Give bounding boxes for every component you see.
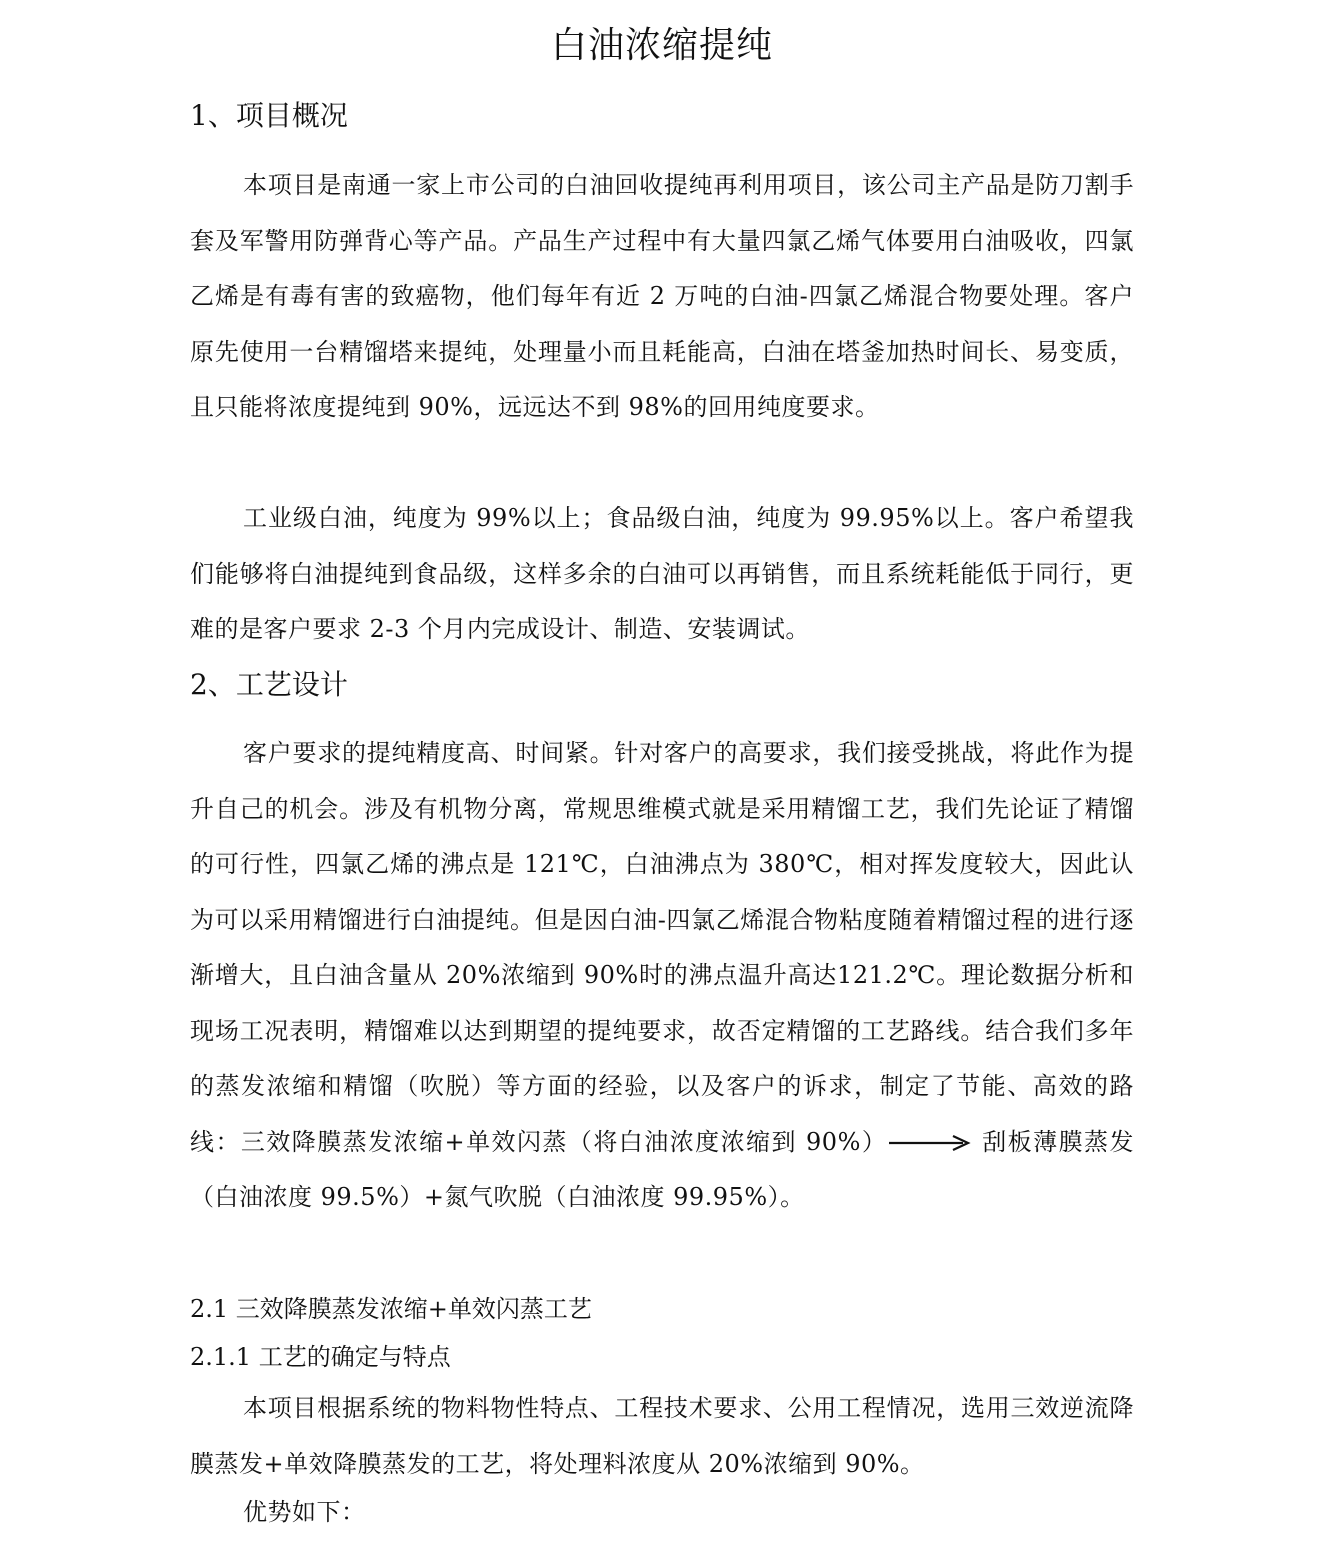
section-2-1-1-paragraph-1: 本项目根据系统的物料物性特点、工程技术要求、公用工程情况，选用三效逆流降膜蒸发+单效降膜蒸发的工艺，将处理料浓度从 20%浓缩到 90%。 <box>190 1394 1134 1478</box>
section-1-paragraph-1: 本项目是南通一家上市公司的白油回收提纯再利用项目，该公司主产品是防刀割手套及军警用防弹背心等产品。产品生产过程中有大量四氯乙烯气体要用白油吸收，四氯乙烯是有毒有害的致癌物，他们每年有近 2 万吨的白油-四氯乙烯混合物要处理。客户原先使用一台精馏塔来提纯，处理量小而且耗能高，白油在塔釜加热时间长、易变质，且只能将浓度提纯到 90%，远远达不到 98%的回用纯度要求。 <box>190 171 1134 421</box>
section-1-paragraph-2: 工业级白油，纯度为 99%以上；食品级白油，纯度为 99.95%以上。客户希望我们能够将白油提纯到食品级，这样多余的白油可以再销售，而且系统耗能低于同行，更难的是客户要求 2-3 个月内完成设计、制造、安装调试。 <box>190 504 1134 643</box>
section-2-1-heading: 2.1 三效降膜蒸发浓缩+单效闪蒸工艺 <box>190 1295 592 1323</box>
process-route-text: 客户要求的提纯精度高、时间紧。针对客户的高要求，我们接受挑战，将此作为提升自己的机会。涉及有机物分离，常规思维模式就是采用精馏工艺，我们先论证了精馏的可行性，四氯乙烯的沸点是 121℃，白油沸点为 380℃，相对挥发度较大，因此认为可以采用精馏进行白油提纯。但是因白油-四氯乙烯混合物粘度随着精馏过程的进行逐渐增大，且白油含量从 20%浓缩到 90%时的沸点温升高达121.2℃。理论数据分析和现场工况表明，精馏难以达到期望的提纯要求，故否定精馏的工艺路线。结合我们多年的蒸发浓缩和精馏（吹脱）等方面的经验，以及客户的诉求，制定了节能、高效的路线：三效降膜蒸发浓缩+单效闪蒸（将白油浓度浓缩到 90%） <box>190 739 1134 1156</box>
arrow-right-icon <box>889 1133 971 1153</box>
section-2-heading: 2、工艺设计 <box>190 668 348 701</box>
section-1-heading: 1、项目概况 <box>190 99 348 132</box>
section-2-1-1-paragraph-2: 优势如下： <box>243 1498 366 1526</box>
process-route-text-continued: 刮板薄膜蒸发（白油浓度 99.5%）+氮气吹脱（白油浓度 99.95%）。 <box>190 1127 1134 1211</box>
document-title: 白油浓缩提纯 <box>550 25 773 66</box>
section-2-paragraph-1 <box>190 726 1134 1226</box>
section-2-1-1-heading: 2.1.1 工艺的确定与特点 <box>190 1343 451 1371</box>
